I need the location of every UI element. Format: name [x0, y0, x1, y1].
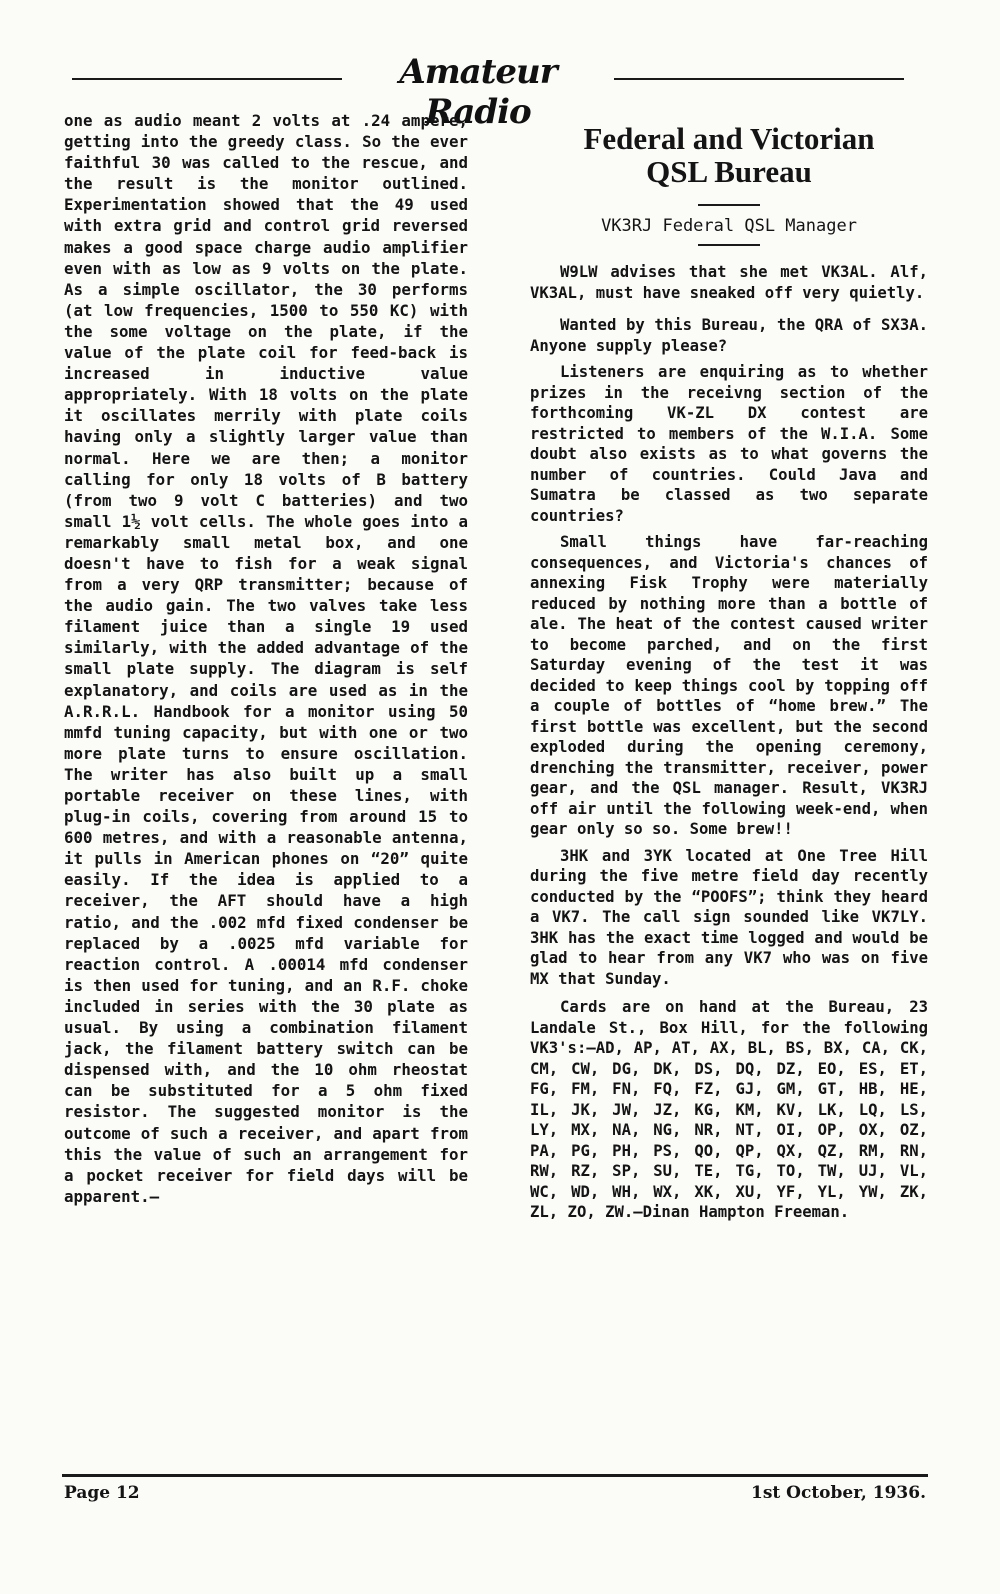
left-column	[64, 110, 468, 1207]
header-rule-left	[72, 78, 342, 80]
right-paragraph-6: Cards are on hand at the Bureau, 23 Landale St., Box Hill, for the following VK3's:—AD, AP, AT, AX, BL, BS, BX, CA, CK, CM, CW, DG, DK, DS, DQ, DZ, EO, ES, ET, FG, FM, FN, FQ, FZ, GJ, GM, GT, HB, HE, IL, JK, JW, JZ, KG, KM, KV, LK, LQ, LS, LY, MX, NA, NG, NR, NT, OI, OP, OX, OZ, PA, PG, PH, PS, QO, QP, QX, QZ, RM, RN, RW, RZ, SP, SU, TE, TG, TO, TW, UJ, VL, WC, WD, WH, WX, XK, XU, YF, YL, YW, ZK, ZL, ZO, ZW.—Dinan Hampton Freeman.	[530, 998, 928, 1221]
subhead-rule-top	[698, 204, 760, 206]
page-header	[62, 52, 912, 132]
article-headline	[530, 122, 928, 188]
header-rule-right	[614, 78, 904, 80]
right-paragraph-4: Small things have far-reaching consequences, and Victoria's chances of annexing Fisk Trophy were materially reduced by nothing more than a bottle of ale. The heat of the contest caused writer to become parched, and on the first Saturday evening of the test it was decided to keep things cool by topping off a couple of bottles of “home brew.” The first bottle was excellent, but the second exploded during the opening ceremony, drenching the transmitter, receiver, power gear, and the QSL manager. Result, VK3RJ off air until the following week-end, when gear only so so. Some brew!!	[530, 533, 928, 838]
footer-rule	[62, 1474, 928, 1477]
headline-line-1: Federal and Victorian	[583, 121, 875, 156]
right-paragraph-2: Wanted by this Bureau, the QRA of SX3A. Anyone supply please?	[530, 316, 928, 355]
masthead-title: Amateur Radio	[399, 52, 557, 132]
article-subheading: VK3RJ Federal QSL Manager	[601, 216, 857, 236]
issue-date: 1st October, 1936.	[750, 1483, 926, 1503]
page-number: Page 12	[64, 1483, 140, 1503]
headline-line-2: QSL Bureau	[646, 154, 812, 189]
subhead-rule-bottom	[698, 244, 760, 246]
right-paragraph-1: W9LW advises that she met VK3AL. Alf, VK3AL, must have sneaked off very quietly.	[530, 263, 928, 302]
right-paragraph-3: Listeners are enquiring as to whether prizes in the receivng section of the forthcoming VK-ZL DX contest are restricted to members of the W.I.A. Some doubt also exists as to what governs the number of countries. Could Java and Sumatra be classed as two separate countries?	[530, 363, 928, 525]
right-column	[530, 122, 928, 1223]
right-paragraph-5: 3HK and 3YK located at One Tree Hill during the five metre field day recently conducted by the “POOFS”; think they heard a VK7. The call sign sounded like VK7LY. 3HK has the exact time logged and would be glad to hear from any VK7 who was on five MX that Sunday.	[530, 846, 928, 988]
left-paragraph-1: one as audio meant 2 volts at .24 ampere, getting into the greedy class. So the ever faithful 30 was called to the rescue, and the result is the monitor outlined. Experimentation showed that the 49 used with extra grid and control grid reversed makes a good space charge audio amplifier even with as low as 9 volts on the plate. As a simple oscillator, the 30 performs (at low frequencies, 1500 to 550 KC) with the some voltage on the plate, if the value of the plate coil for feed-back is increased in inductive value appropriately. With 18 volts on the plate it oscillates merrily with plate coils having only a slightly larger value than normal. Here we are then; a monitor calling for only 18 volts of B battery (from two 9 volt C batteries) and two small 1½ volt cells. The whole goes into a remarkably small metal box, and one doesn't have to fish for a weak signal from a very QRP transmitter; because of the audio gain. The two valves take less filament juice than a single 19 used similarly, with the added advantage of the small plate supply. The diagram is self explanatory, and coils are used as in the A.R.R.L. Handbook for a monitor using 50 mmfd tuning capacity, but with one or two more plate turns to ensure oscillation. The writer has also built up a small portable receiver on these lines, with plug-in coils, covering from around 15 to 600 metres, and with a reasonable antenna, it pulls in American phones on “20” quite easily. If the idea is applied to a receiver, the AFT should have a high ratio, and the .002 mfd fixed condenser be replaced by a .0025 mfd variable for reaction control. A .00014 mfd condenser is then used for tuning, and an R.F. choke included in series with the 30 plate as usual. By using a combination filament jack, the filament battery switch can be dispensed with, and the 10 ohm rheostat can be substituted for a 5 ohm fixed resistor. The suggested monitor is the outcome of such a receiver, and apart from this the value of such an arrangement for a pocket receiver for field days will be apparent.—	[64, 111, 468, 1206]
